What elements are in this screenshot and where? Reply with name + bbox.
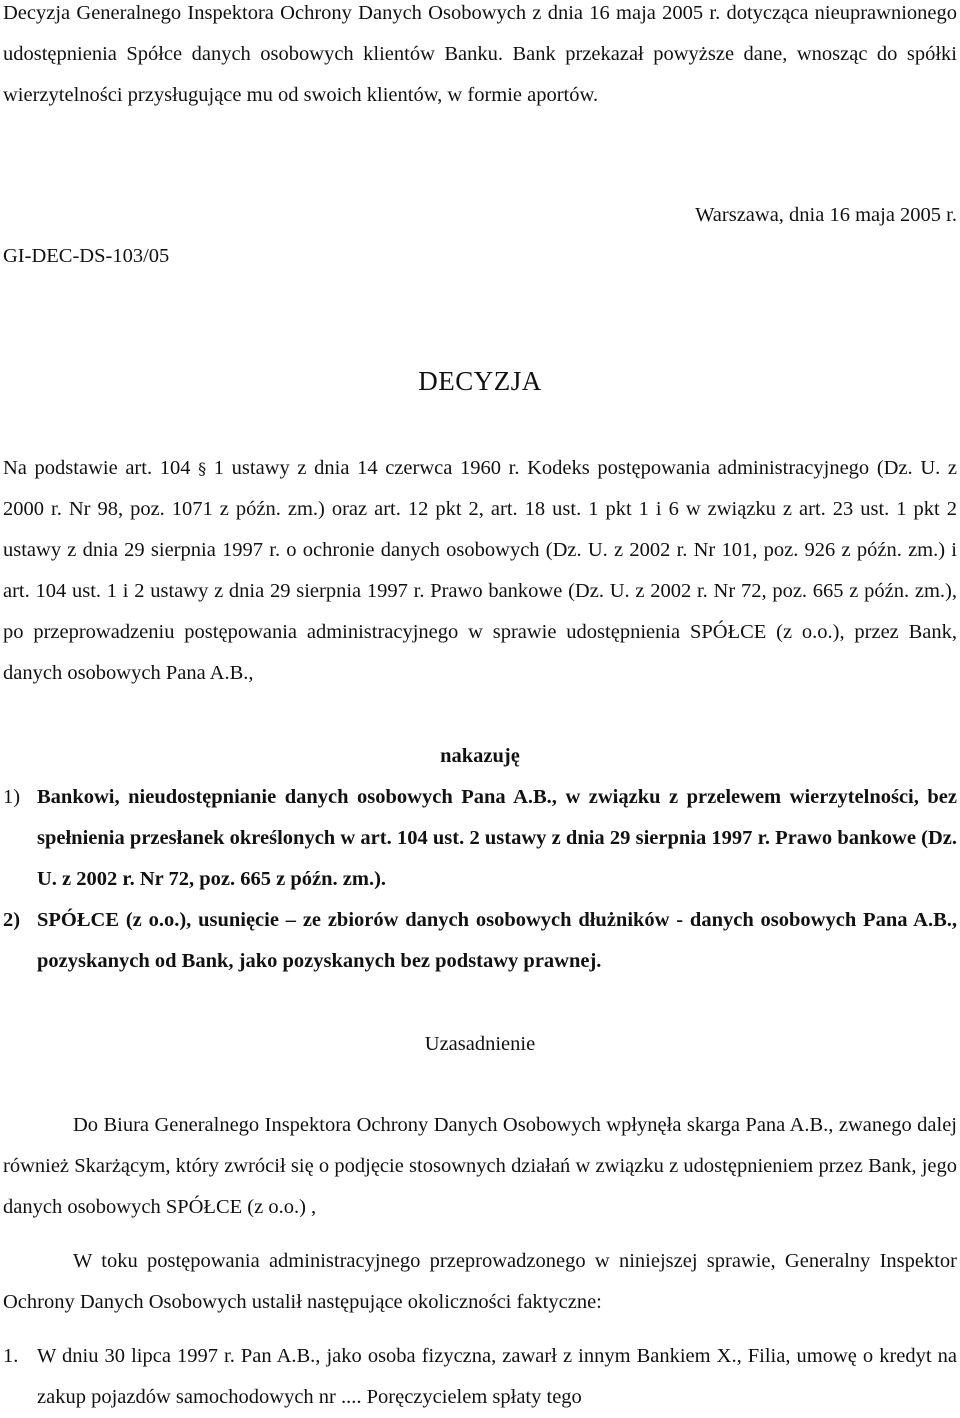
justification-heading: Uzasadnienie [424, 1033, 536, 1055]
decision-title: DECYZJA [418, 366, 542, 396]
legal-basis-paragraph [3, 448, 957, 694]
order-heading: nakazuję [440, 745, 520, 767]
legal-basis-part-2: 1 ustawy z dnia 14 czerwca 1960 r. Kodeks postępowania administracyjnego (Dz. U. z 2000 r. Nr 98, poz. 1071 z późn. zm.) oraz art. 12 pkt 2, art. 18 ust. 1 pkt 1 i 6 w związku z art. 23 ust. 1 pkt 2 ustawy z dnia 29 sierpnia 1997 r. o ochronie danych osobowych (Dz. U. z 2002 r. Nr 101, poz. 926 z późn. zm.) i art. 104 ust. 1 i 2 ustawy z dnia 29 sierpnia 1997 r. Prawo bankowe (Dz. U. z 2002 r. Nr 72, poz. 665 z późn. zm.), po przeprowadzeniu postępowania administracyjnego w sprawie udostępnienia SPÓŁCE (z o.o.), przez Bank, danych osobowych Pana A.B., [3, 457, 957, 684]
section-sign: § [198, 459, 207, 478]
place-and-date: Warszawa, dnia 16 maja 2005 r. [695, 204, 957, 226]
finding-1-number: 1. [3, 1345, 19, 1367]
reference-number: GI-DEC-DS-103/05 [3, 245, 170, 267]
findings-intro-paragraph: W toku postępowania administracyjnego przeprowadzonego w niniejszej sprawie, Generalny Inspektor Ochrony Danych Osobowych ustalił następujące okoliczności faktyczne: [3, 1250, 957, 1313]
legal-basis-part-1: Na podstawie art. 104 [3, 457, 199, 479]
order-item-2-text: SPÓŁCE (z o.o.), usunięcie – ze zbiorów danych osobowych dłużników - danych osobowych Pana A.B., pozyskanych od Bank, jako pozyskanych bez podstawy prawnej. [37, 909, 957, 972]
order-item-1-number: 1) [3, 786, 21, 808]
complaint-paragraph: Do Biura Generalnego Inspektora Ochrony Danych Osobowych wpłynęła skarga Pana A.B., zwanego dalej również Skarżącym, który zwrócił się o podjęcie stosownych działań w związku z udostępnieniem przez Bank, jego danych osobowych SPÓŁCE (z o.o.) , [3, 1114, 957, 1218]
order-item-2-number: 2) [3, 909, 21, 931]
order-item-1-text: Bankowi, nieudostępnianie danych osobowych Pana A.B., w związku z przelewem wierzytelności, bez spełnienia przesłanek określonych w art. 104 ust. 2 ustawy z dnia 29 sierpnia 1997 r. Prawo bankowe (Dz. U. z 2002 r. Nr 72, poz. 665 z późn. zm.). [37, 786, 957, 890]
finding-1-text: W dniu 30 lipca 1997 r. Pan A.B., jako osoba fizyczna, zawarł z innym Bankiem X., Filia, umowę o kredyt na zakup pojazdów samochodowych nr .... Poręczycielem spłaty tego [37, 1345, 957, 1408]
intro-paragraph: Decyzja Generalnego Inspektora Ochrony Danych Osobowych z dnia 16 maja 2005 r. dotycząca nieuprawnionego udostępnienia Spółce danych osobowych klientów Banku. Bank przekazał powyższe dane, wnosząc do spółki wierzytelności przysługujące mu od swoich klientów, w formie aportów. [3, 2, 957, 106]
